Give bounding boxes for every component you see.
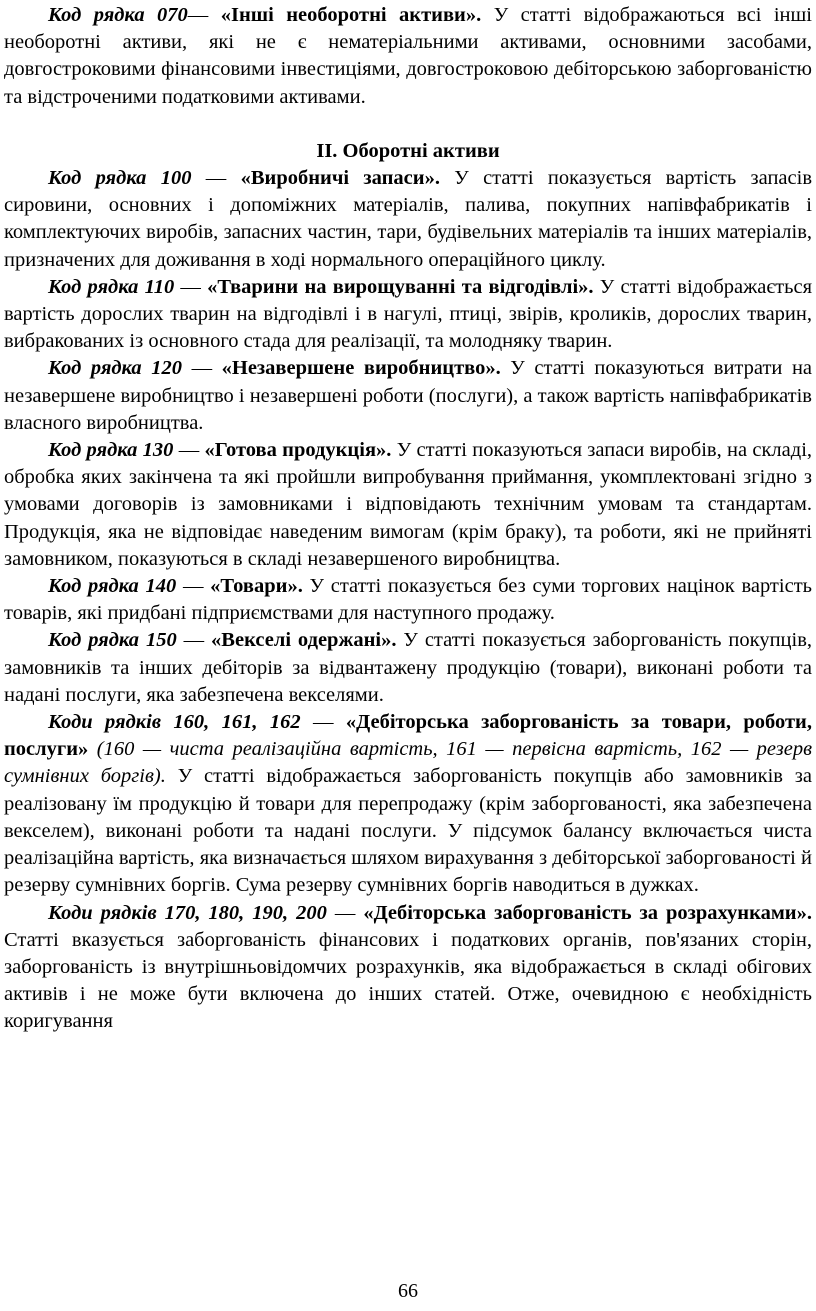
row-title: «Векселі одержані».	[211, 629, 397, 652]
paragraph-row-130	[4, 437, 812, 573]
page-content	[4, 2, 812, 1036]
row-code: Коди рядків 160, 161, 162	[48, 711, 301, 734]
row-text: У статті показуються запаси виробів, на складі, обробка яких закінчена та які пройшли випробування приймання, укомплектовані згідно з умовами договорів із замовниками і відповідають технічним умовам та стандартам. Продукція, яка не відповідає наведеним вимогам (крім браку), та роботи, які не прийняті замовником, показуються в складі незавершеного виробництва.	[4, 439, 813, 570]
row-dash: —	[173, 439, 205, 462]
row-title: «Готова продукція».	[204, 439, 392, 462]
row-title: «Виробничі запаси».	[240, 167, 440, 190]
paragraph-row-150	[4, 627, 812, 709]
paragraph-rows-160-162	[4, 709, 812, 899]
row-text: У статті показується без суми торгових націнок вартість товарів, які придбані підприємствами для наступного продажу.	[4, 575, 812, 625]
row-note: (160 — чиста реалізаційна вартість, 161 — первісна вартість, 162 — резерв сумнівних боргів).	[4, 738, 812, 788]
paragraph-rows-170-200	[4, 900, 812, 1036]
paragraph-row-100	[4, 165, 812, 274]
paragraph-row-110	[4, 274, 812, 356]
row-dash: —	[191, 167, 241, 190]
paragraph-row-140	[4, 573, 812, 627]
row-dash: —	[326, 901, 364, 924]
row-code: Коди рядків 170, 180, 190, 200	[48, 901, 327, 924]
row-title: «Товари».	[210, 575, 303, 598]
paragraph-row-120	[4, 355, 812, 437]
row-code: Код рядка 140	[48, 575, 177, 598]
row-title: «Тварини на вирощуванні та відгодівлі».	[207, 275, 594, 298]
row-dash: —	[176, 629, 212, 652]
section-heading: II. Оборотні активи	[316, 139, 500, 162]
row-dash: —	[174, 275, 208, 298]
row-code: Код рядка 100	[48, 167, 192, 190]
row-title: «Дебіторська заборгованість за розрахунками».	[363, 901, 812, 924]
row-code: Код рядка 110	[48, 275, 175, 298]
row-code: Код рядка 120	[48, 357, 182, 380]
row-code: Код рядка 150	[48, 629, 177, 652]
row-text: Статті вказується заборгованість фінансових і податкових органів, пов'язаних сторін, заборгованість із внутрішньовідомчих розрахунків, яка відображається в складі обігових активів і не може бути включена до інших статей. Отже, очевидною є необхідність коригування	[4, 928, 812, 1033]
row-text: У статті показується заборгованість покупців, замовників та інших дебіторів за відвантажену продукцію (товари), виконані роботи та надані послуги, яка забезпечена векселями.	[4, 629, 813, 706]
row-title: «Дебіторська заборгованість за товари, роботи, послуги»	[4, 711, 812, 761]
row-code: Код рядка 130	[48, 439, 174, 462]
row-dash: —	[182, 357, 222, 380]
row-text: У статті показуються витрати на незавершене виробництво і незавершені роботи (послуги), а також вартість напівфабрикатів власного виробництва.	[4, 357, 813, 434]
row-title: «Незавершене виробництво».	[221, 357, 501, 380]
row-text: У статті відображається вартість дорослих тварин на відгодівлі і в нагулі, птиці, звірів, кроликів, дорослих тварин, вибракованих із основного стада для реалізації, та молодняку тварин.	[4, 275, 812, 353]
row-text: У статті відображається заборгованість покупців або замовників за реалізовану їм продукцію й товари для перепродажу (крім заборгованості, яка забезпечена векселем), виконані роботи та надані послуги. У підсумок балансу включається чиста реалізаційна вартість, яка визначається шляхом вирахування з дебіторської заборгованості й резерву сумнівних боргів. Сума резерву сумнівних боргів наводиться в дужках.	[4, 765, 812, 897]
row-dash: —	[187, 4, 209, 26]
row-code: Код рядка 070	[48, 4, 188, 26]
paragraph-row-070	[4, 2, 812, 111]
row-text: У статті показується вартість запасів сировини, основних і допоміжних матеріалів, палива, покупних напівфабрикатів і комплектуючих виробів, запасних частин, тари, будівельних матеріалів та інших матеріалів, призначених для доживання в ході нормального операційного циклу.	[4, 167, 813, 271]
row-text: У статті відображаються всі інші необоротні активи, які не є нематеріальними активами, основними засобами, довгостроковими фінансовими інвестиціями, довгостроковою дебіторською заборгованістю та відстроченими податковими активами.	[4, 4, 813, 108]
row-title: «Інші необоротні активи».	[208, 4, 482, 26]
row-dash: —	[300, 711, 346, 734]
page-number: 66	[398, 1280, 418, 1302]
row-dash: —	[176, 575, 211, 598]
